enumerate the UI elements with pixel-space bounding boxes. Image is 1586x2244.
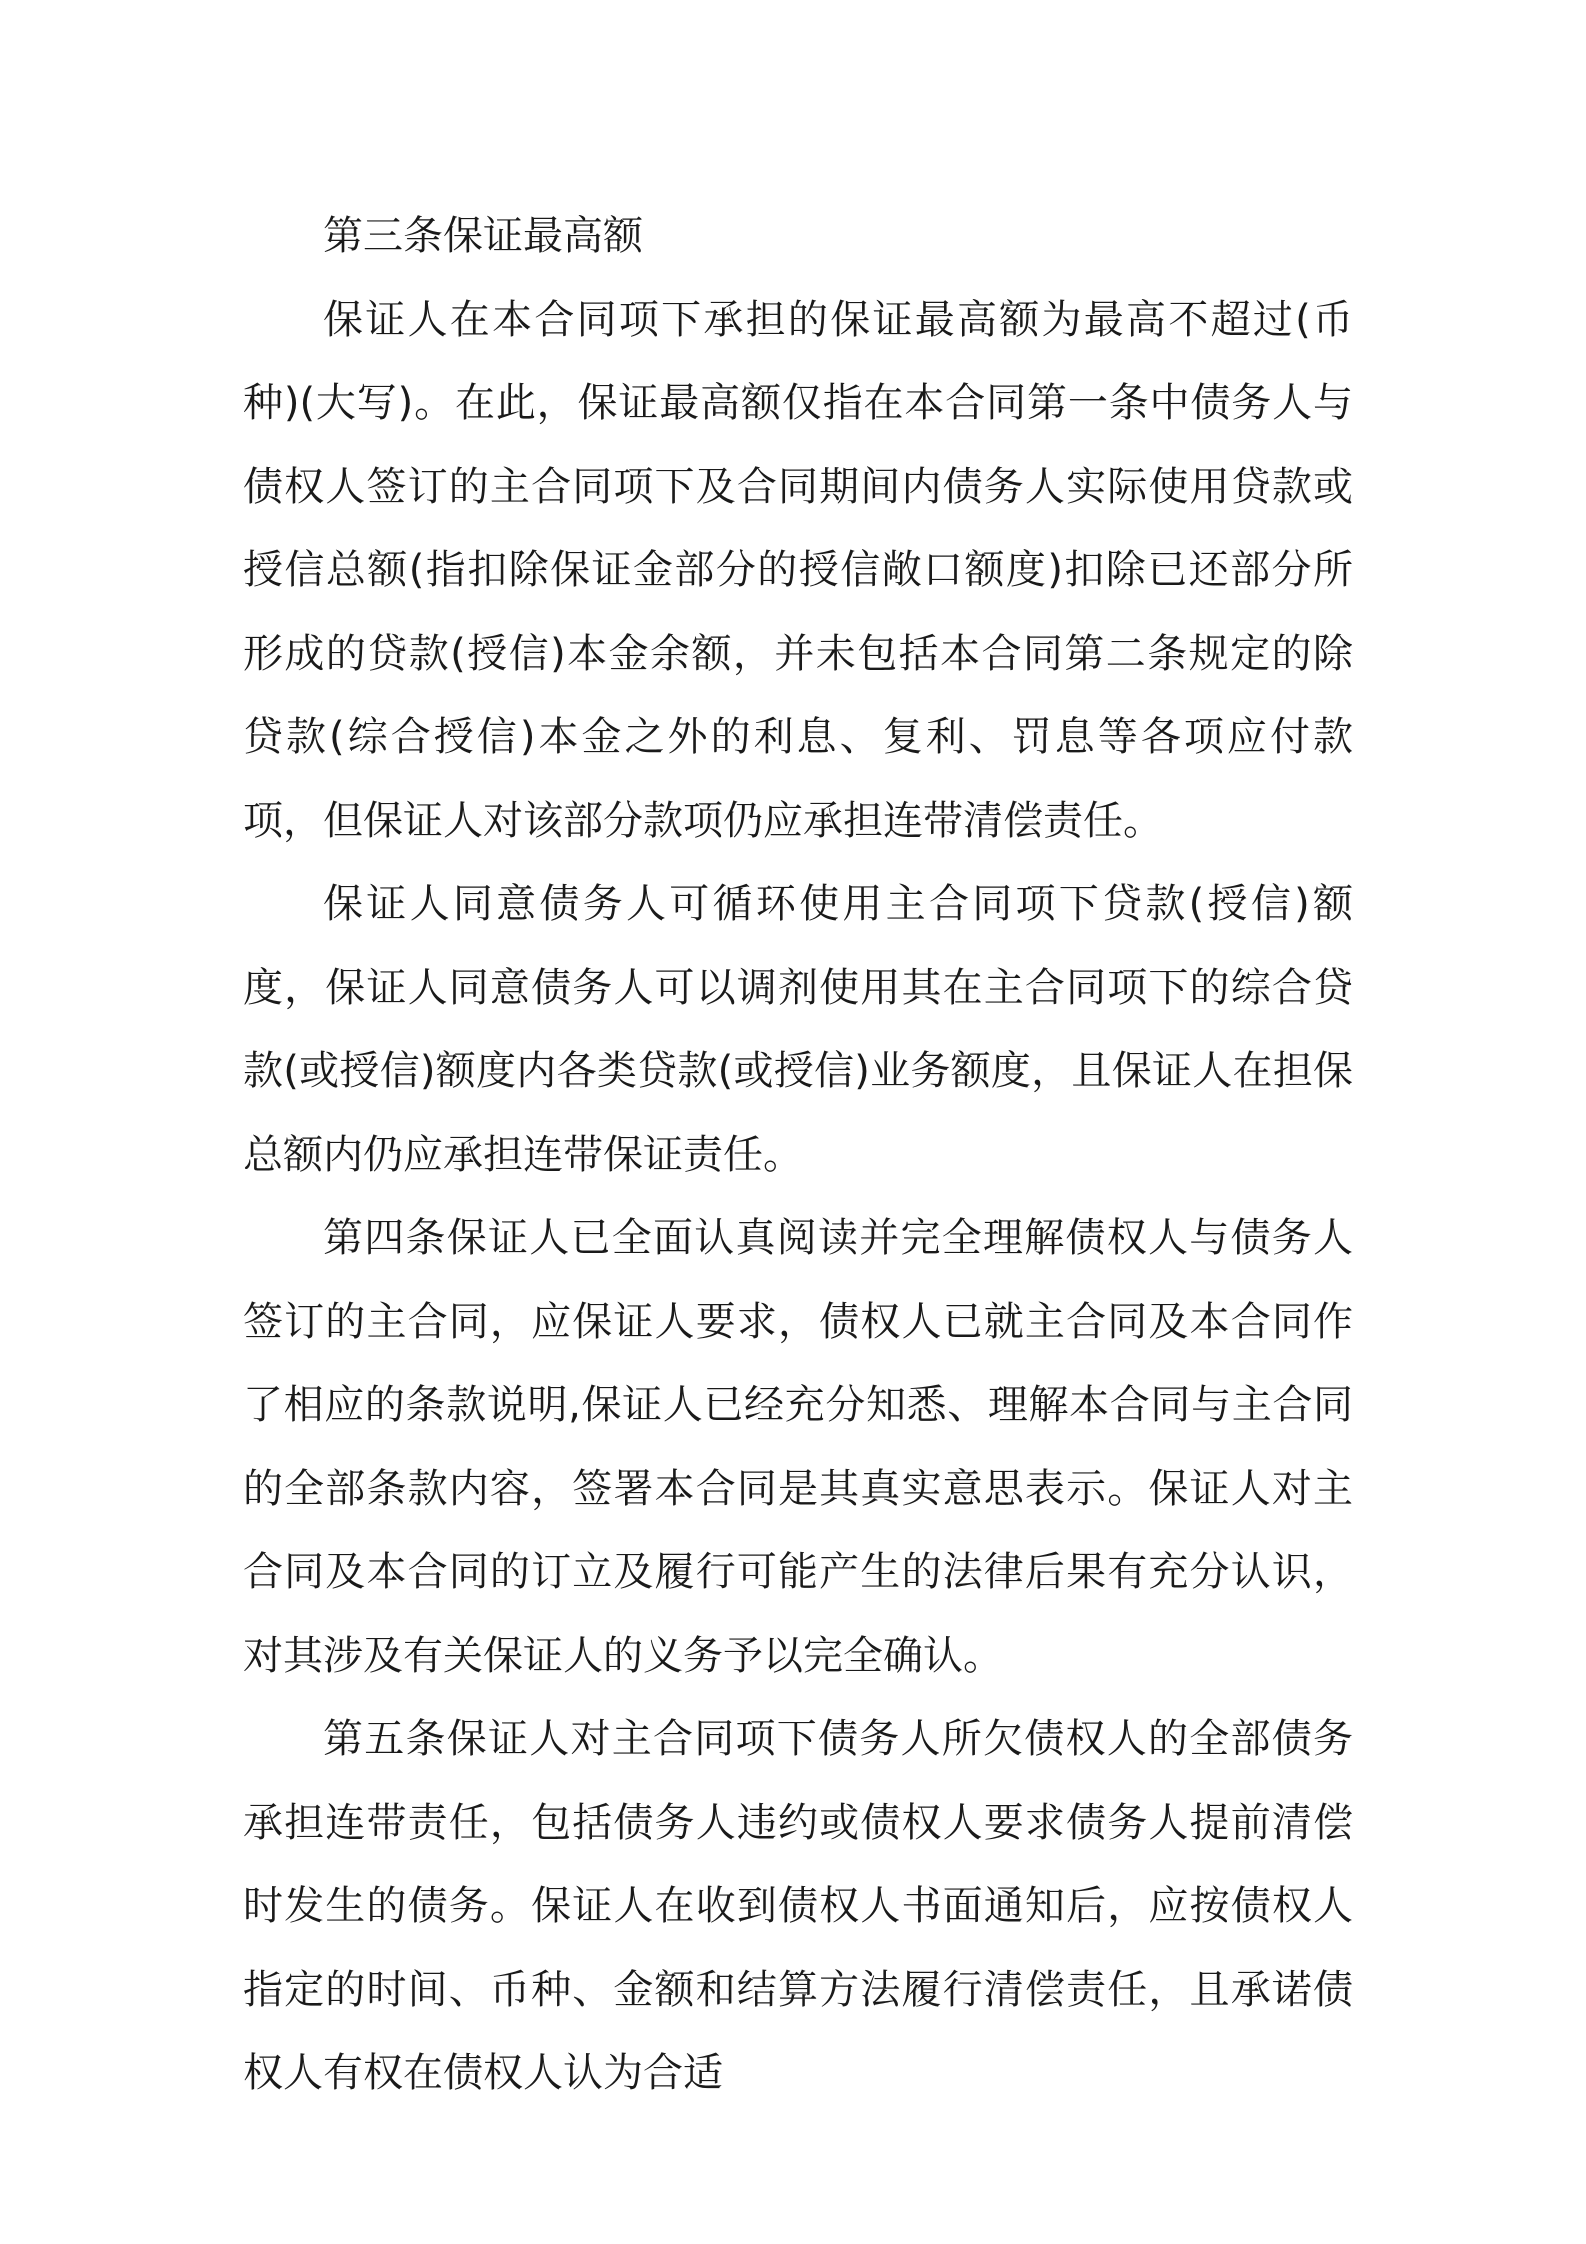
document-body <box>243 195 1353 2116</box>
article-3-heading: 第三条保证最高额 <box>323 213 643 259</box>
article-5-paragraph: 第五条保证人对主合同项下债务人所欠债权人的全部债务承担连带责任，包括债务人违约或债权人要求债务人提前清偿时发生的债务。保证人在收到债权人书面通知后，应按债权人指定的时间、币种、金额和结算方法履行清偿责任，且承诺债权人有权在债权人认为合适 <box>243 1716 1353 2096</box>
article-3-paragraph-2: 保证人同意债务人可循环使用主合同项下贷款(授信)额度，保证人同意债务人可以调剂使用其在主合同项下的综合贷款(或授信)额度内各类贷款(或授信)业务额度，且保证人在担保总额内仍应承担连带保证责任。 <box>243 881 1353 1178</box>
article-4-paragraph: 第四条保证人已全面认真阅读并完全理解债权人与债务人签订的主合同，应保证人要求，债权人已就主合同及本合同作了相应的条款说明,保证人已经充分知悉、理解本合同与主合同的全部条款内容，签署本合同是其真实意思表示。保证人对主合同及本合同的订立及履行可能产生的法律后果有充分认识，对其涉及有关保证人的义务予以完全确认。 <box>243 1215 1353 1679</box>
article-3-paragraph-1: 保证人在本合同项下承担的保证最高额为最高不超过(币种)(大写)。在此，保证最高额仅指在本合同第一条中债务人与债权人签订的主合同项下及合同期间内债务人实际使用贷款或授信总额(指扣除保证金部分的授信敞口额度)扣除已还部分所形成的贷款(授信)本金余额，并未包括本合同第二条规定的除贷款(综合授信)本金之外的利息、复利、罚息等各项应付款项，但保证人对该部分款项仍应承担连带清偿责任。 <box>243 296 1353 844</box>
